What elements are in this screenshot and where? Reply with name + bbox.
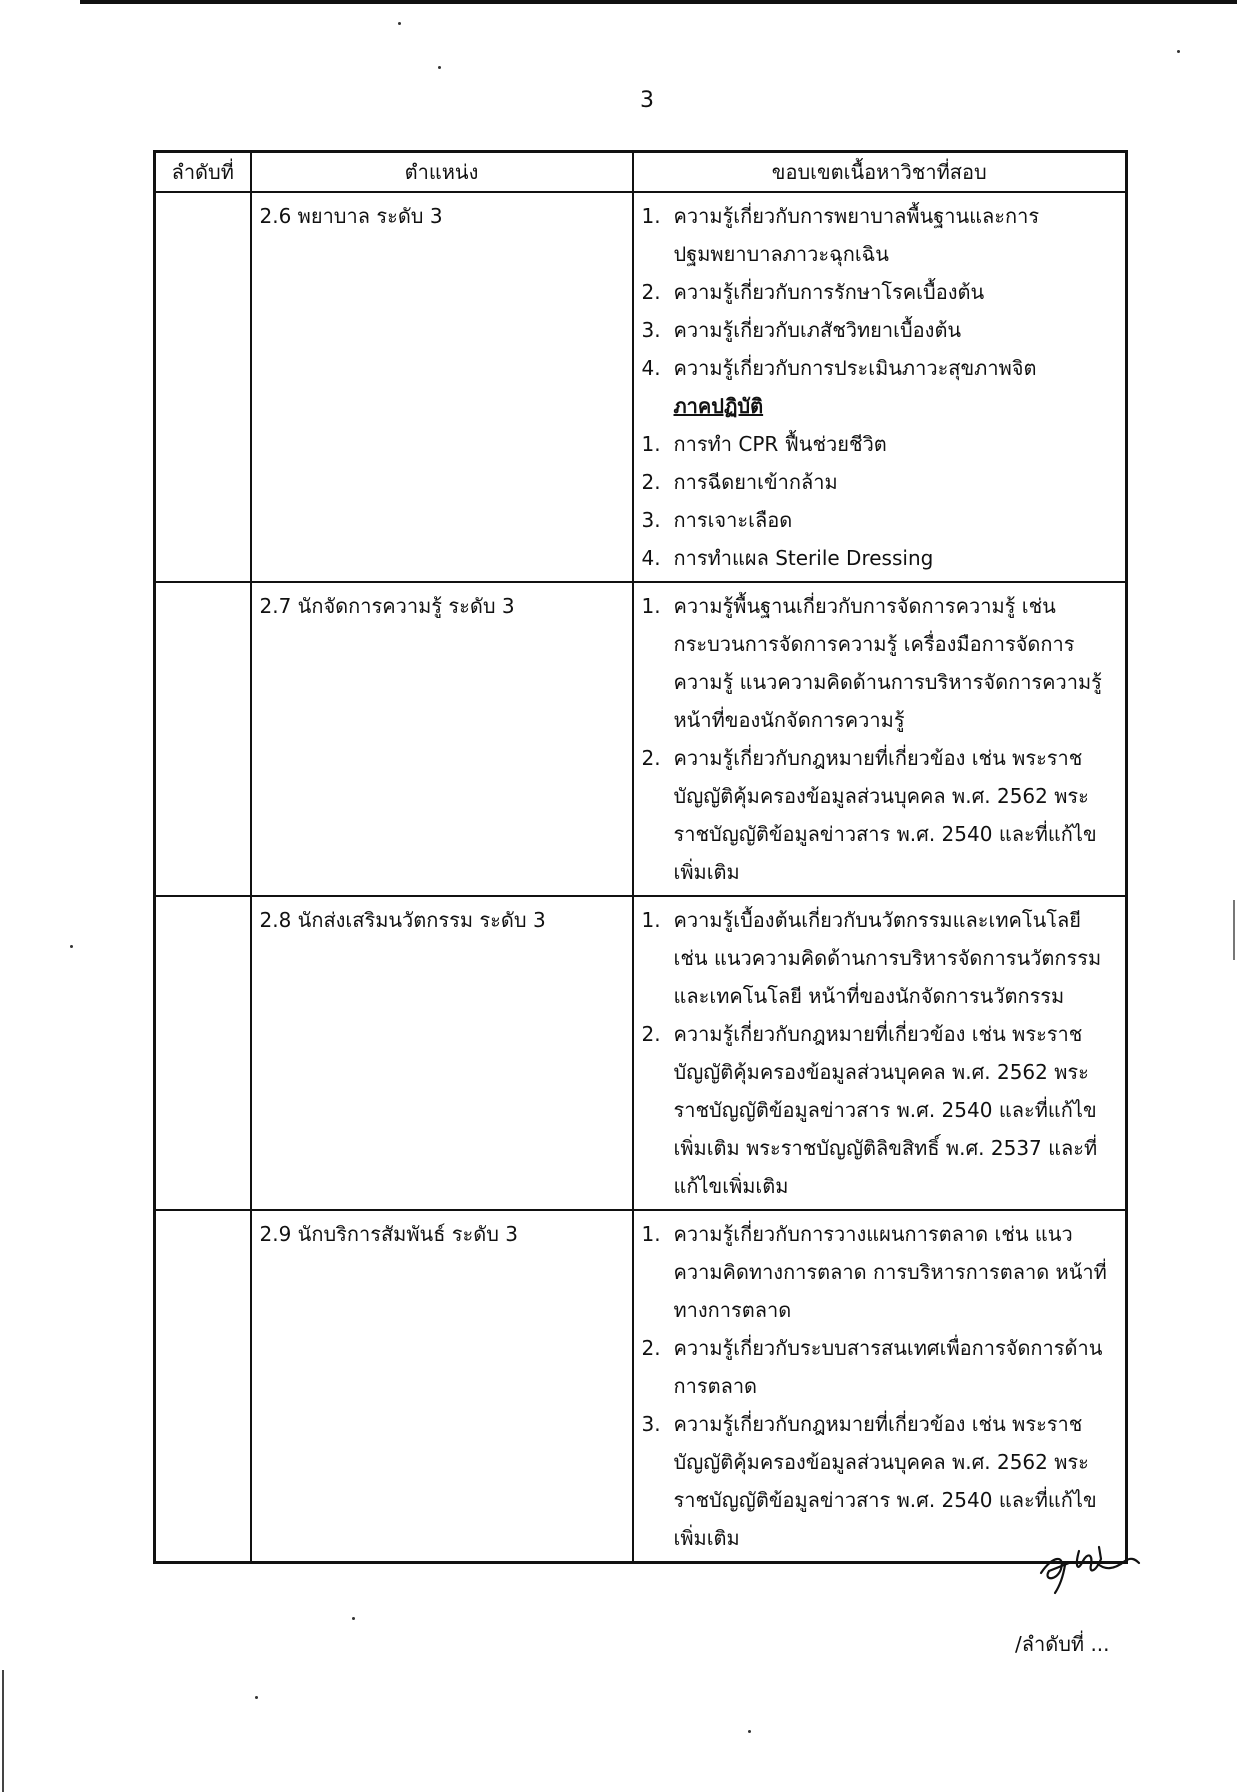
table-row xyxy=(155,896,1127,1210)
list-item xyxy=(642,1015,1118,1205)
position-cell: 2.9 นักบริการสัมพันธ์ ระดับ 3 xyxy=(251,1210,633,1563)
item-text: การทำ CPR ฟื้นช่วยชีวิต xyxy=(673,432,887,456)
order-cell xyxy=(155,896,251,1210)
scan-speck xyxy=(1177,50,1180,53)
right-scan-edge xyxy=(1233,900,1235,960)
list-item xyxy=(642,425,1118,463)
scan-speck xyxy=(748,1730,751,1733)
item-text: ความรู้เกี่ยวกับกฎหมายที่เกี่ยวข้อง เช่น พระราชบัญญัติคุ้มครองข้อมูลส่วนบุคคล พ.ศ. 2562 พระราชบัญญัติข้อมูลข่าวสาร พ.ศ. 2540 และที่แก้ไขเพิ่มเติม พระราชบัญญัติลิขสิทธิ์ พ.ศ. 2537 และที่แก้ไขเพิ่มเติม xyxy=(673,1022,1098,1198)
list-item xyxy=(642,739,1118,891)
practical-heading: ภาคปฏิบัติ xyxy=(673,394,764,418)
item-number: 1. xyxy=(641,204,661,228)
scope-cell xyxy=(633,896,1127,1210)
top-border-line xyxy=(80,0,1237,4)
item-number: 1. xyxy=(641,1222,661,1246)
table-row xyxy=(155,582,1127,896)
list-item xyxy=(642,501,1118,539)
header-order: ลำดับที่ xyxy=(155,152,251,193)
handwritten-signature xyxy=(1035,1525,1145,1595)
item-text: ความรู้เกี่ยวกับกฎหมายที่เกี่ยวข้อง เช่น พระราชบัญญัติคุ้มครองข้อมูลส่วนบุคคล พ.ศ. 2562 พระราชบัญญัติข้อมูลข่าวสาร พ.ศ. 2540 และที่แก้ไขเพิ่มเติม xyxy=(673,746,1097,884)
exam-scope-table xyxy=(153,150,1128,1564)
position-cell: 2.6 พยาบาล ระดับ 3 xyxy=(251,192,633,582)
scan-speck xyxy=(70,945,73,948)
left-scan-edge xyxy=(2,1670,4,1792)
list-item xyxy=(642,901,1118,1015)
item-number: 2. xyxy=(641,1022,661,1046)
position-cell: 2.8 นักส่งเสริมนวัตกรรม ระดับ 3 xyxy=(251,896,633,1210)
item-text: ความรู้เกี่ยวกับระบบสารสนเทศเพื่อการจัดการด้านการตลาด xyxy=(673,1336,1103,1398)
list-item xyxy=(642,1215,1118,1329)
scope-cell xyxy=(633,192,1127,582)
item-number: 4. xyxy=(641,546,661,570)
table-header-row xyxy=(155,152,1127,193)
scan-speck xyxy=(438,66,441,69)
scope-cell xyxy=(633,1210,1127,1563)
item-text: ความรู้เกี่ยวกับกฎหมายที่เกี่ยวข้อง เช่น พระราชบัญญัติคุ้มครองข้อมูลส่วนบุคคล พ.ศ. 2562 พระราชบัญญัติข้อมูลข่าวสาร พ.ศ. 2540 และที่แก้ไขเพิ่มเติม xyxy=(673,1412,1097,1550)
item-number: 4. xyxy=(641,356,661,380)
order-cell xyxy=(155,192,251,582)
table-row xyxy=(155,192,1127,582)
scope-list xyxy=(642,197,1118,387)
item-text: ความรู้เกี่ยวกับการรักษาโรคเบื้องต้น xyxy=(673,280,985,304)
item-text: ความรู้พื้นฐานเกี่ยวกับการจัดการความรู้ เช่น กระบวนการจัดการความรู้ เครื่องมือการจัดการความรู้ แนวความคิดด้านการบริหารจัดการความรู้ หน้าที่ของนักจัดการความรู้ xyxy=(673,594,1102,732)
next-page-reference: /ลำดับที่ ... xyxy=(1015,1632,1110,1656)
list-item xyxy=(642,539,1118,577)
item-number: 2. xyxy=(641,746,661,770)
list-item xyxy=(642,463,1118,501)
item-number: 2. xyxy=(641,1336,661,1360)
item-text: การทำแผล Sterile Dressing xyxy=(673,546,934,570)
header-scope: ขอบเขตเนื้อหาวิชาที่สอบ xyxy=(633,152,1127,193)
list-item xyxy=(642,273,1118,311)
item-number: 1. xyxy=(641,908,661,932)
item-number: 1. xyxy=(641,432,661,456)
item-number: 3. xyxy=(641,1412,661,1436)
scan-speck xyxy=(352,1617,355,1620)
scope-list xyxy=(642,1215,1118,1557)
list-item xyxy=(642,587,1118,739)
practical-list xyxy=(642,425,1118,577)
page-number: 3 xyxy=(640,88,654,113)
scope-cell xyxy=(633,582,1127,896)
order-cell xyxy=(155,582,251,896)
item-text: การฉีดยาเข้ากล้าม xyxy=(673,470,838,494)
table-row xyxy=(155,1210,1127,1563)
list-item xyxy=(642,349,1118,387)
item-text: ความรู้เกี่ยวกับการพยาบาลพื้นฐานและการปฐมพยาบาลภาวะฉุกเฉิน xyxy=(673,204,1040,266)
item-text: ความรู้เกี่ยวกับการวางแผนการตลาด เช่น แนวความคิดทางการตลาด การบริหารการตลาด หน้าที่ทางการตลาด xyxy=(673,1222,1107,1322)
list-item xyxy=(642,1329,1118,1405)
item-number: 3. xyxy=(641,318,661,342)
position-cell: 2.7 นักจัดการความรู้ ระดับ 3 xyxy=(251,582,633,896)
header-position: ตำแหน่ง xyxy=(251,152,633,193)
item-number: 3. xyxy=(641,508,661,532)
order-cell xyxy=(155,1210,251,1563)
list-item xyxy=(642,311,1118,349)
scope-list xyxy=(642,587,1118,891)
item-text: การเจาะเลือด xyxy=(673,508,793,532)
item-number: 1. xyxy=(641,594,661,618)
item-text: ความรู้เกี่ยวกับการประเมินภาวะสุขภาพจิต xyxy=(673,356,1037,380)
item-number: 2. xyxy=(641,280,661,304)
scope-list xyxy=(642,901,1118,1205)
scan-speck xyxy=(398,22,401,25)
item-text: ความรู้เกี่ยวกับเภสัชวิทยาเบื้องต้น xyxy=(673,318,962,342)
item-text: ความรู้เบื้องต้นเกี่ยวกับนวัตกรรมและเทคโนโลยี เช่น แนวความคิดด้านการบริหารจัดการนวัตกรรมและเทคโนโลยี หน้าที่ของนักจัดการนวัตกรรม xyxy=(673,908,1102,1008)
list-item xyxy=(642,197,1118,273)
item-number: 2. xyxy=(641,470,661,494)
scan-speck xyxy=(255,1696,258,1699)
